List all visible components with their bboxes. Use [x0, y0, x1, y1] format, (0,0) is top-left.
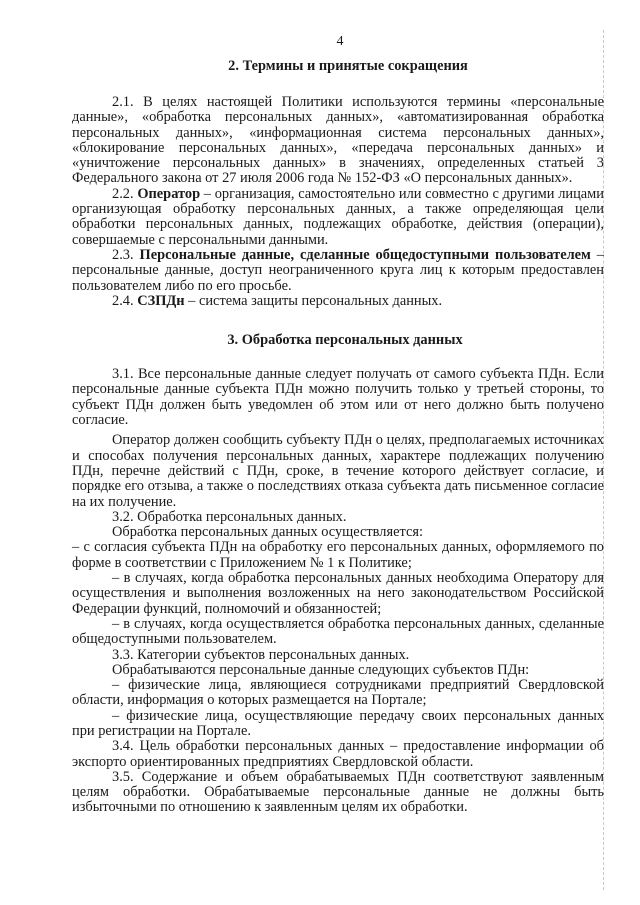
paragraph-2-4-number: 2.4. [112, 292, 134, 309]
section-2-heading: 2. Термины и принятые сокращения [228, 58, 468, 74]
paragraph-3-2: 3.2. Обработка персональных данных. [112, 508, 347, 525]
paragraph-subjects-intro: Обрабатываются персональные данные следующих субъектов ПДн: [112, 661, 530, 678]
term-szpdn: СЗПДн [137, 292, 185, 309]
list-item: – в случаях, когда обработка персональных данных необходима Оператору для осуществления и выполнения возложенных на него законодательством Российской Федерации функций, полномочий и обязанностей; [72, 570, 604, 617]
paragraph-2-4 [72, 294, 604, 309]
paragraph-2-2-text: – организация, самостоятельно или совместно с другими лицами организующая обработку персональных данных, а также определяющая цели обработки персональных данных, подлежащих обработке, действия (операции), совершаемые с персональными данными. [72, 185, 604, 248]
paragraph-3-3: 3.3. Категории субъектов персональных данных. [112, 646, 410, 663]
list-item: – физические лица, являющиеся сотрудниками предприятий Свердловской области, информация о которых размещается на Портале; [72, 677, 604, 709]
paragraph-2-2 [72, 187, 604, 248]
paragraph-processing-intro: Обработка персональных данных осуществляется: [112, 524, 423, 541]
paragraph-2-4-text: – система защиты персональных данных. [184, 292, 443, 309]
paragraph-2-2-number: 2.2. [112, 185, 134, 202]
paragraph-2-3-text: – персональные данные, доступ неограниченного круга лиц к которым предоставлен пользователем либо по его просьбе. [72, 246, 604, 294]
term-public-personal-data: Персональные данные, сделанные общедоступными пользователем [139, 246, 591, 263]
page-number: 4 [336, 34, 344, 49]
paragraph-3-4: 3.4. Цель обработки персональных данных – предоставление информации об экспорто ориентированных предприятиях Свердловской области. [72, 738, 604, 770]
paragraph-3-5: 3.5. Содержание и объем обрабатываемых ПДн соответствуют заявленным целям обработки. Обрабатываемые персональные данные не должны быть избыточными по отношению к заявленным целям их обработки. [72, 768, 604, 816]
paragraph-3-1: 3.1. Все персональные данные следует получать от самого субъекта ПДн. Если персональные данные субъекта ПДн можно получить только у третьей стороны, то субъект ПДн должен быть уведомлен об этом или от него должно быть получено согласие. [72, 366, 604, 429]
term-operator: Оператор [137, 185, 201, 202]
paragraph-2-1: 2.1. В целях настоящей Политики используются термины «персональные данные», «обработка персональных данных», «автоматизированная обработка персональных данных», «информационная система персональных данных», «блокирование персональных данных», «передача персональных данных» и «уничтожение персональных данных» в значениях, определенных статьей 3 Федерального закона от 27 июля 2006 года № 152-ФЗ «О персональных данных». [72, 94, 604, 187]
document-body [72, 58, 604, 816]
section-3-heading: 3. Обработка персональных данных [227, 332, 463, 349]
paragraph-operator-notice: Оператор должен сообщить субъекту ПДн о целях, предполагаемых источниках и способах получения персональных данных, характере подлежащих получению ПДн, перечне действий с ПДн, сроке, в течение которого действует согласие, и порядке его отзыва, а также о последствиях отказа субъекта дать письменное согласие на их получение. [72, 432, 604, 510]
list-item: – с согласия субъекта ПДн на обработку его персональных данных, оформляемого по форме в соответствии с Приложением № 1 к Политике; [72, 539, 604, 571]
paragraph-2-3 [72, 248, 604, 294]
list-item: – в случаях, когда осуществляется обработка персональных данных, сделанные общедоступными пользователем. [72, 615, 604, 648]
paragraph-2-3-number: 2.3. [112, 246, 134, 263]
list-item: – физические лица, осуществляющие передачу своих персональных данных при регистрации на Портале. [72, 707, 604, 739]
